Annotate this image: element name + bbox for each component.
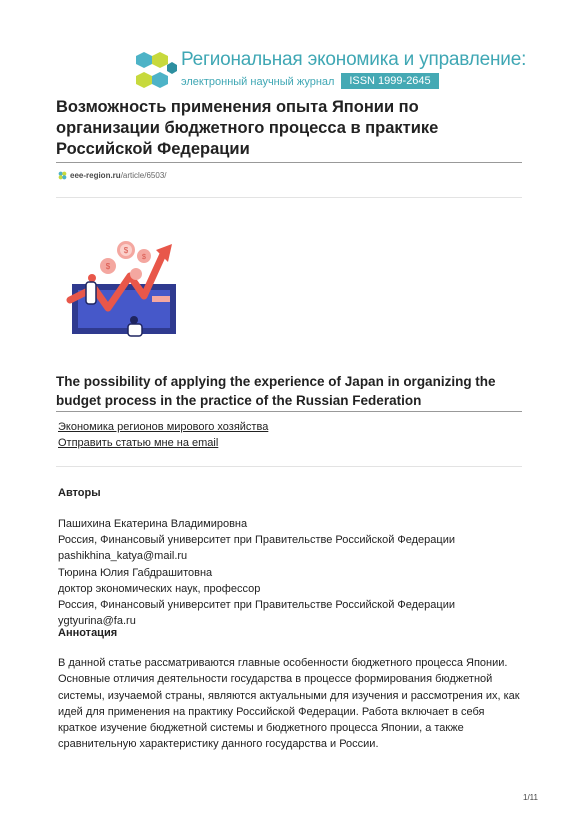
journal-logo-icon bbox=[134, 50, 178, 90]
send-email-link[interactable]: Отправить статью мне на email bbox=[58, 436, 219, 449]
annotation-text: В данной статье рассматриваются главные особенности бюджетного процесса Японии. Основные отличия деятельности государства в процессе формирования бюджетной системы, изучаемой страны, являются актуальными для изучения и рассмотрения их, как идей для применения на практику Российской Федерации. Работа включает в себя краткое изучение бюджетной системы и бюджетного процесса Японии, а также сравнительную характеристику данного государства и России. bbox=[58, 657, 520, 751]
authors-heading: Авторы bbox=[58, 487, 101, 499]
author-email: pashikhina_katya@mail.ru bbox=[58, 550, 188, 563]
site-favicon-icon bbox=[58, 171, 67, 180]
title-divider bbox=[56, 162, 522, 163]
article-title-ru: Возможность применения опыта Японии по организации бюджетного процесса в практике Российской Федерации bbox=[56, 98, 439, 158]
article-url[interactable] bbox=[58, 171, 167, 180]
article-links bbox=[58, 420, 268, 451]
article-url-domain: eee-region.ru bbox=[70, 171, 121, 180]
author-affiliation: Россия, Финансовый университет при Правительстве Российской Федерации bbox=[58, 534, 455, 547]
journal-name: Региональная экономика и управление: bbox=[181, 49, 527, 70]
author-degree: доктор экономических наук, профессор bbox=[58, 582, 261, 595]
svg-text:$: $ bbox=[142, 254, 146, 261]
journal-header bbox=[0, 0, 579, 100]
author-name: Тюрина Юлия Габдрашитовна bbox=[58, 566, 213, 579]
author-email: ygtyurina@fa.ru bbox=[58, 615, 136, 628]
category-link[interactable]: Экономика регионов мирового хозяйства bbox=[58, 421, 269, 433]
svg-text:$: $ bbox=[123, 246, 129, 255]
title-en-divider bbox=[56, 411, 522, 412]
article-title-en: The possibility of applying the experience of Japan in organizing the budget process in the practice of the Russian Federation bbox=[56, 374, 496, 408]
budget-growth-illustration bbox=[64, 226, 182, 344]
article-url-path: /article/6503/ bbox=[120, 171, 167, 180]
author-affiliation: Россия, Финансовый университет при Правительстве Российской Федерации bbox=[58, 599, 455, 612]
section-divider bbox=[56, 197, 522, 198]
page-number: 1/11 bbox=[523, 793, 538, 802]
svg-text:$: $ bbox=[105, 262, 111, 271]
section-divider-2 bbox=[56, 466, 522, 467]
authors-block bbox=[58, 516, 528, 629]
annotation-heading: Аннотация bbox=[58, 627, 118, 639]
author-name: Пашихина Екатерина Владимировна bbox=[58, 518, 248, 530]
journal-subtitle: электронный научный журнал bbox=[181, 76, 335, 88]
issn-badge: ISSN 1999-2645 bbox=[341, 73, 439, 89]
